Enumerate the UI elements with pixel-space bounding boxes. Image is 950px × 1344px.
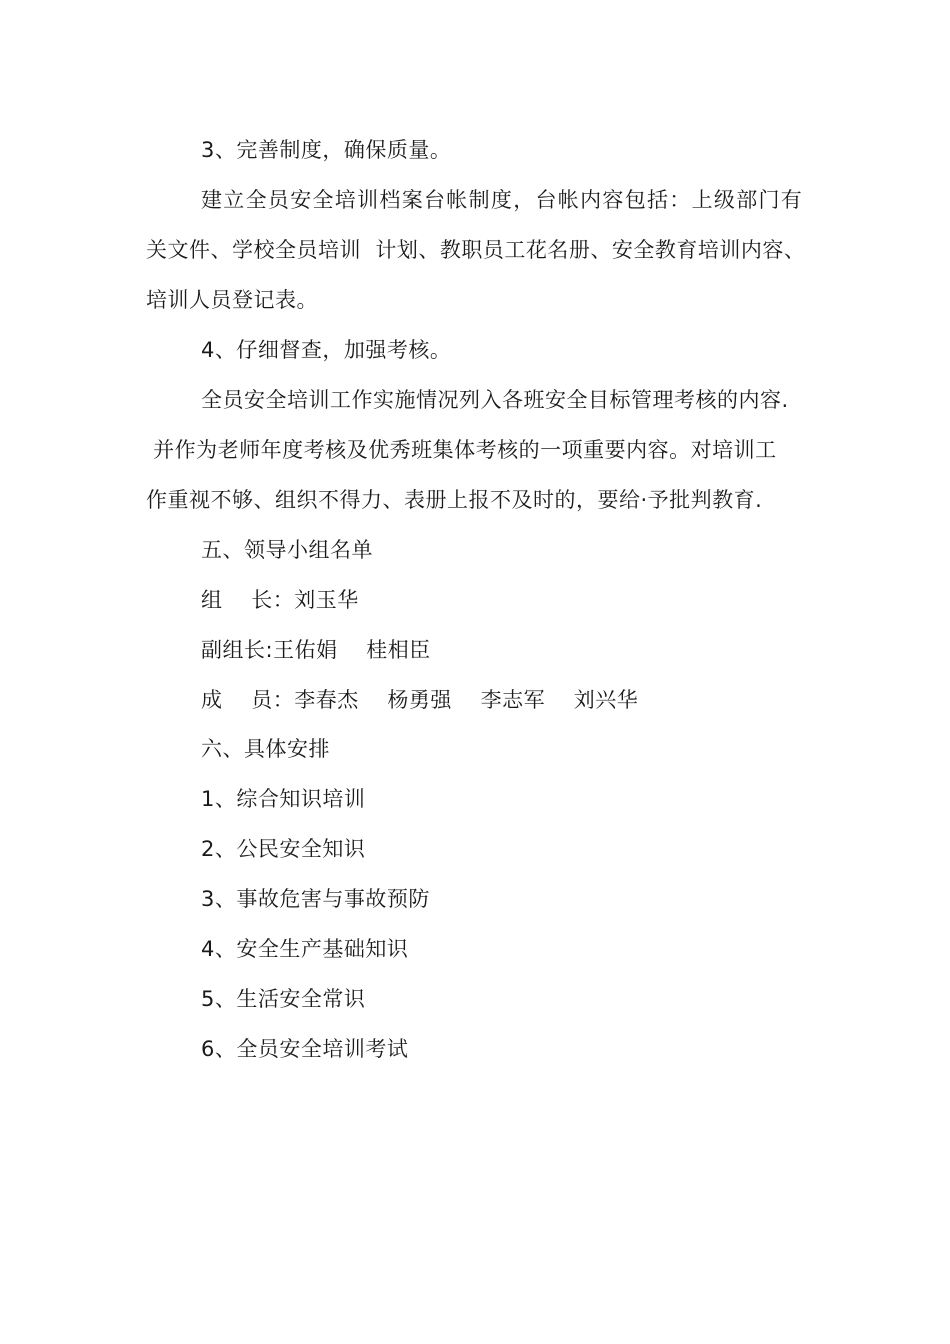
leader-entry: 组 长：刘玉华 <box>201 588 359 612</box>
members-entry: 成 员：李春杰 杨勇强 李志军 刘兴华 <box>201 688 639 712</box>
paragraph-assessment-line-2: 并作为老师年度考核及优秀班集体考核的一项重要内容。对培训工 <box>146 438 777 462</box>
section-heading-leadership-group: 五、领导小组名单 <box>201 538 373 562</box>
paragraph-archive-line-2: 关文件、学校全员培训 计划、教职员工花名册、安全教育培训内容、 <box>146 238 806 262</box>
section-heading-improve-system: 3、完善制度，确保质量。 <box>201 138 452 162</box>
deputy-leader-entry: 副组长:王佑娟 桂相臣 <box>201 638 431 662</box>
section-heading-supervision: 4、仔细督查，加强考核。 <box>201 338 452 362</box>
arrangement-item: 6、全员安全培训考试 <box>201 1037 409 1061</box>
paragraph-assessment-line-1: 全员安全培训工作实施情况列入各班安全目标管理考核的内容. <box>201 388 789 412</box>
arrangement-item: 2、公民安全知识 <box>201 837 366 861</box>
paragraph-archive-line-3: 培训人员登记表。 <box>146 288 318 312</box>
paragraph-assessment-line-3: 作重视不够、组织不得力、表册上报不及时的，要给·予批判教育. <box>146 488 763 512</box>
arrangement-item: 5、生活安全常识 <box>201 987 366 1011</box>
arrangement-item: 4、安全生产基础知识 <box>201 937 409 961</box>
arrangement-item: 3、事故危害与事故预防 <box>201 887 430 911</box>
section-heading-arrangement: 六、具体安排 <box>201 737 330 761</box>
arrangement-item: 1、综合知识培训 <box>201 787 366 811</box>
paragraph-archive-line-1: 建立全员安全培训档案台帐制度，台帐内容包括：上级部门有 <box>201 188 804 212</box>
